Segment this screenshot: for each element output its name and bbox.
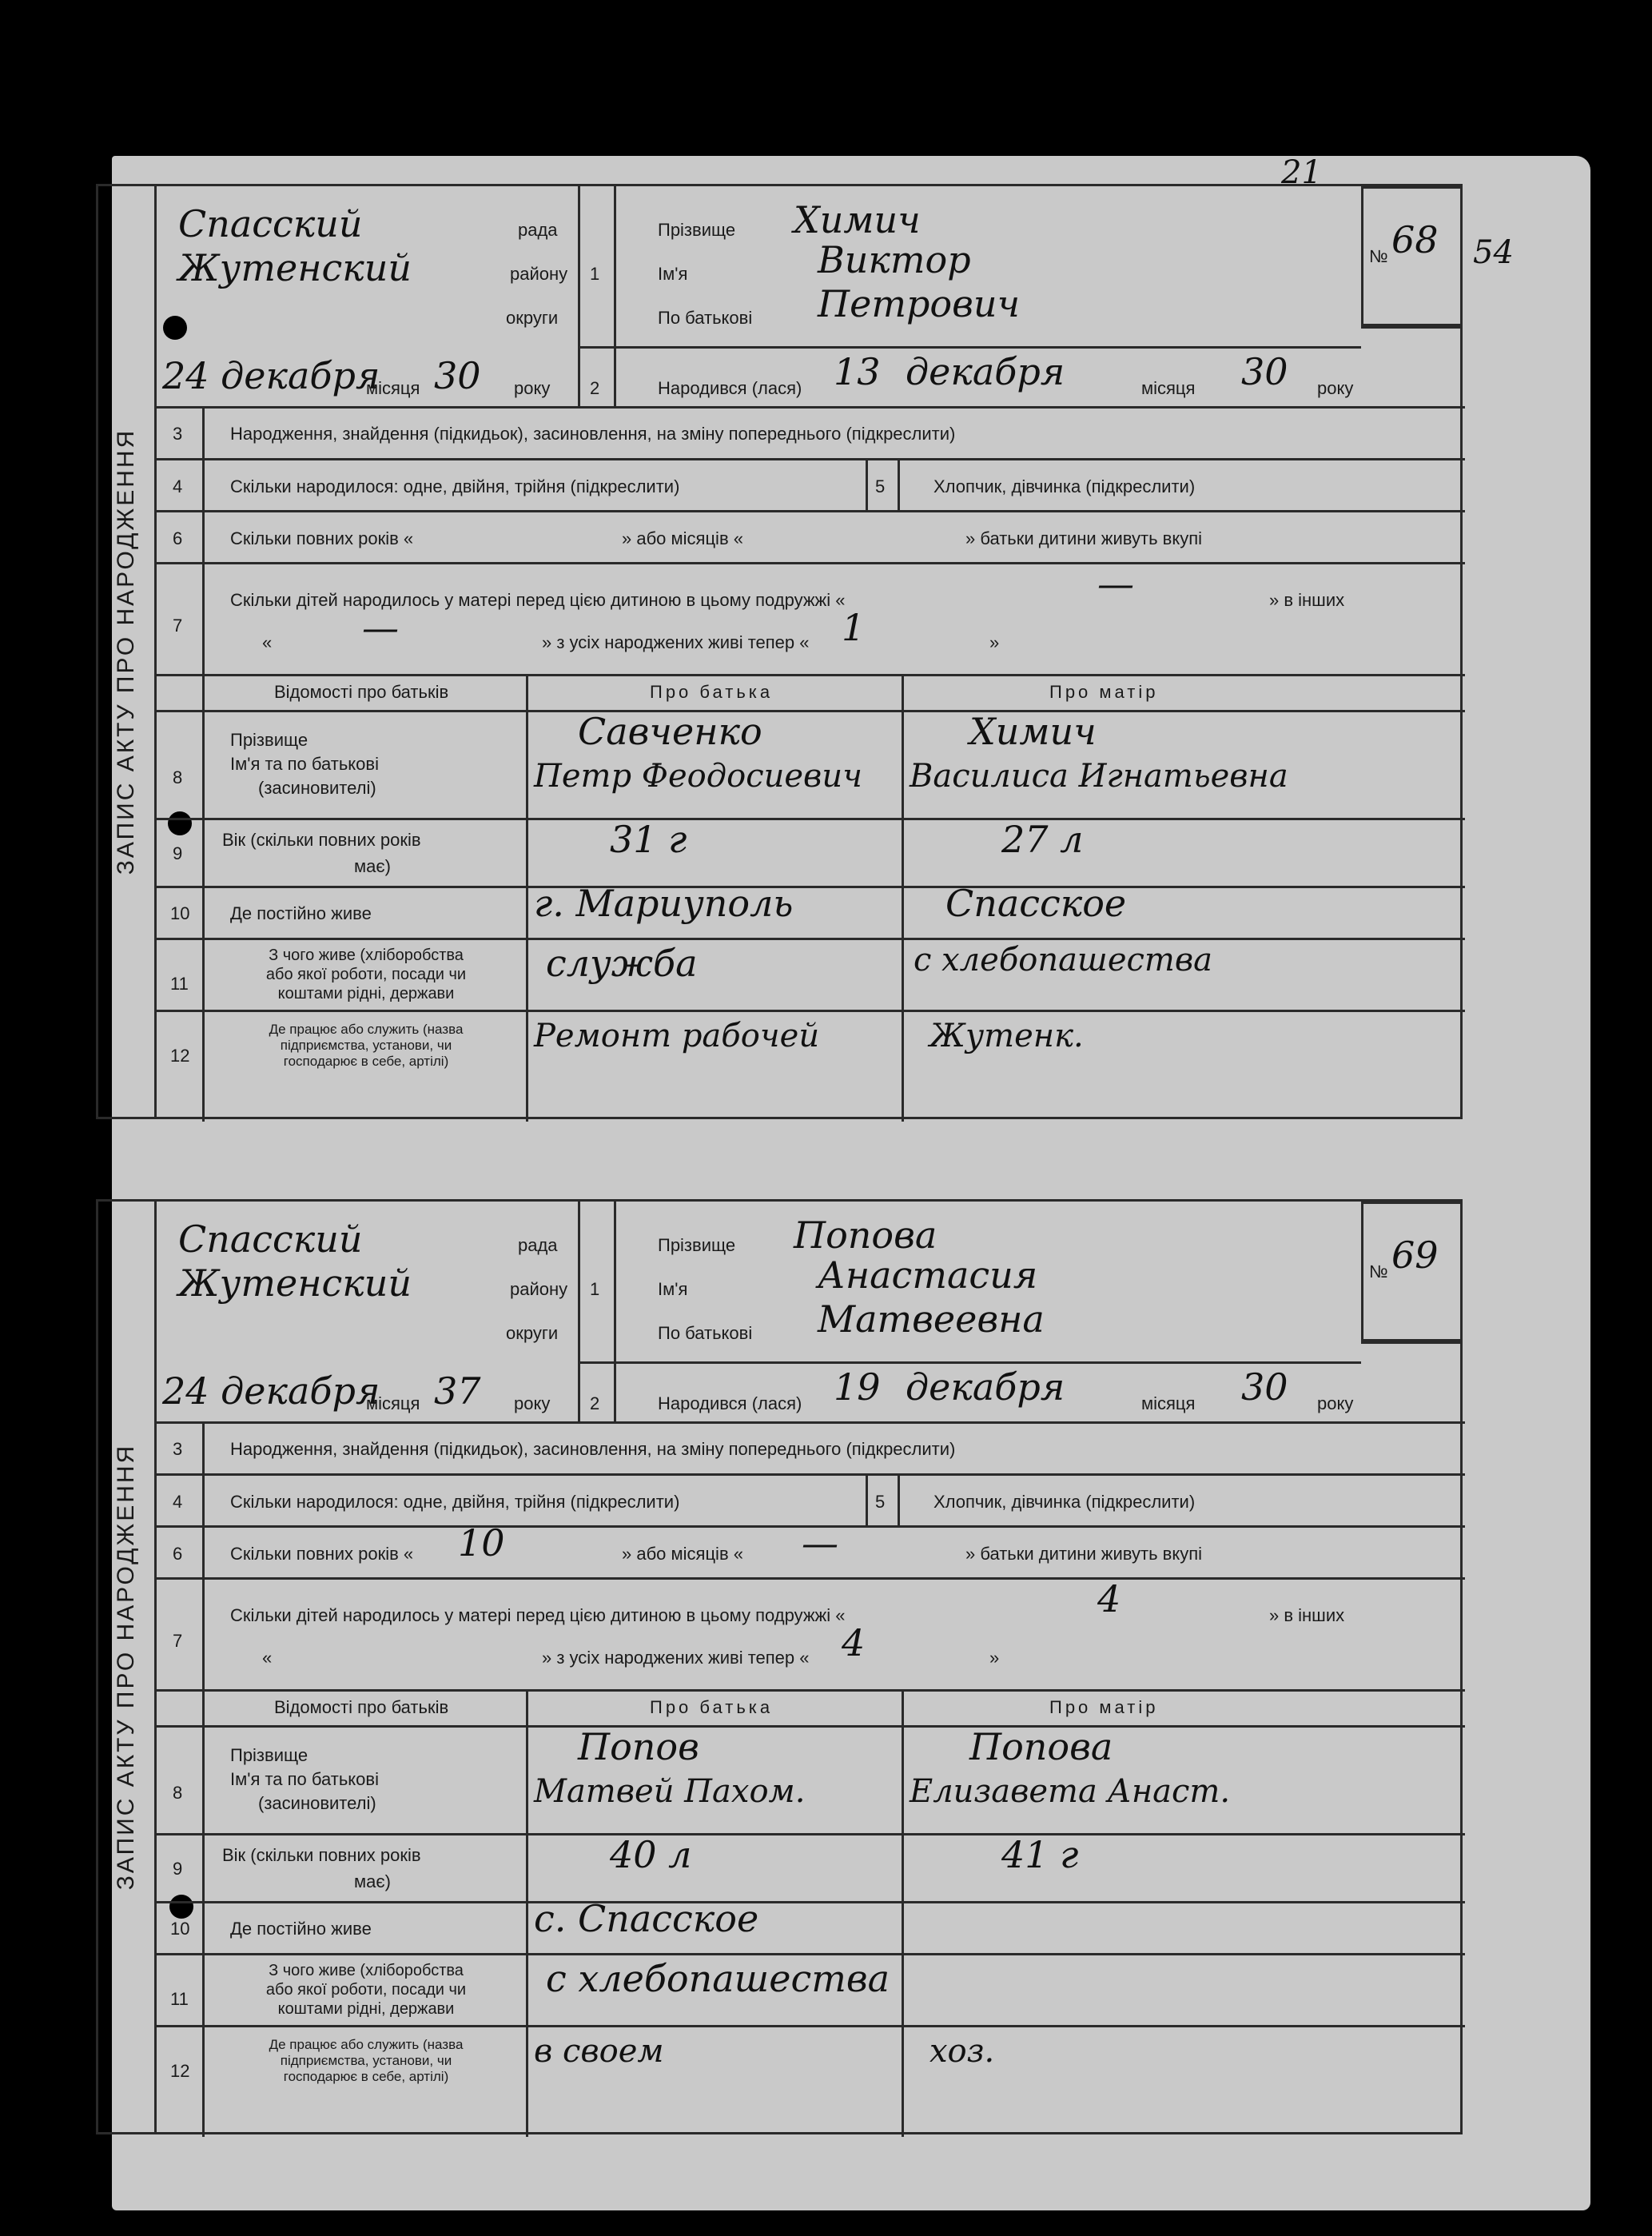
patronymic-label: По батькові: [658, 1323, 753, 1343]
row-number: 7: [173, 1631, 183, 1651]
r12-label-a: Де працює або служить (назва: [269, 1022, 464, 1037]
mother-work: хоз.: [929, 2033, 995, 2070]
raion-value: Жутенский: [178, 1261, 412, 1305]
r11-label-a: З чого живе (хліборобства: [269, 947, 464, 964]
row7-text-b: » в інших: [1269, 590, 1345, 610]
column-header-info: Відомості про батьків: [274, 1697, 449, 1717]
row6-text-a: Скільки повних років «: [230, 528, 414, 548]
row7-text-a: Скільки дітей народилось у матері перед цією дитиною в цьому подружжі «: [230, 590, 846, 610]
registration-date: 24 декабря: [162, 354, 380, 397]
father-name: Петр Феодосиевич: [534, 758, 862, 795]
record-number: 68: [1391, 218, 1439, 261]
father-age: 31 г: [610, 818, 687, 861]
children-other: —: [362, 606, 399, 649]
side-title-text: ЗАПИС АКТУ ПРО НАРОДЖЕННЯ: [113, 1443, 139, 1891]
r11-label-b: або якої роботи, посади чи: [265, 966, 467, 983]
row4-text: Скільки народилося: одне, двійня, трійня (підкреслити): [230, 1492, 680, 1512]
mother-surname: Попова: [969, 1725, 1113, 1768]
row-number: 10: [170, 1919, 190, 1939]
raion-value: Жутенский: [178, 246, 412, 289]
registration-date: 24 декабря: [162, 1369, 380, 1413]
row-number: 9: [173, 843, 183, 863]
father-income: служба: [546, 942, 698, 985]
children-alive: 4: [842, 1621, 866, 1664]
row-number: 4: [173, 1492, 183, 1512]
side-title: [98, 1202, 157, 2132]
row7-text-c: «: [262, 1648, 273, 1668]
name-value: Анастасия: [818, 1254, 1038, 1297]
months-together: —: [802, 1521, 838, 1564]
father-age: 40 л: [610, 1833, 692, 1876]
r8-label-a: Прізвище: [230, 730, 309, 750]
row7-text-e: »: [989, 632, 1000, 652]
r8-label-c: (засиновителі): [258, 778, 376, 798]
r8-label-b: Ім'я та по батькові: [230, 1769, 379, 1789]
row-number: 2: [590, 1393, 600, 1413]
r12-label-b: підприємства, установи, чи: [280, 1038, 452, 1053]
father-work: в своем: [534, 2033, 664, 2070]
r8-label-c: (засиновителі): [258, 1793, 376, 1813]
row-number: 5: [875, 1492, 886, 1512]
birth-record-1: [96, 1199, 1463, 2134]
year-label: року: [514, 1393, 551, 1413]
side-title: [98, 186, 157, 1117]
row-number: 11: [170, 1989, 189, 2009]
number-sign: №: [1369, 1261, 1388, 1281]
r12-label-b: підприємства, установи, чи: [280, 2053, 452, 2068]
row6-text-a: Скільки повних років «: [230, 1544, 414, 1564]
patronymic-label: По батькові: [658, 308, 753, 328]
father-income: с хлебопашества: [546, 1957, 890, 2000]
corner-note: 21: [1281, 154, 1322, 191]
column-header-father: Про батька: [650, 1697, 774, 1717]
row7-text-a: Скільки дітей народилось у матері перед цією дитиною в цьому подружжі «: [230, 1605, 846, 1625]
mother-name: Елизавета Анаст.: [910, 1773, 1231, 1810]
children-before: —: [1097, 562, 1134, 605]
r11-label-c: коштами рідні, держави: [277, 2000, 455, 2018]
month-label: місяця: [366, 378, 420, 398]
month-label: місяця: [366, 1393, 420, 1413]
years-together: 10: [458, 1521, 505, 1564]
row-number: 8: [173, 1783, 183, 1803]
father-surname: Попов: [578, 1725, 699, 1768]
r9-label-a: Вік (скільки повних років: [222, 830, 421, 850]
mother-residence: Спасское: [945, 882, 1127, 925]
row-number: 3: [173, 424, 183, 444]
row-number: 11: [170, 974, 189, 994]
registration-year: 30: [434, 354, 481, 397]
row7-text-e: »: [989, 1648, 1000, 1668]
row5-text: Хлопчик, дівчинка (підкреслити): [933, 476, 1196, 496]
name-value: Виктор: [818, 238, 971, 281]
row-number: 3: [173, 1439, 183, 1459]
year-label: року: [1317, 1393, 1354, 1413]
raion-label: району: [510, 264, 568, 284]
father-residence: с. Спасское: [534, 1897, 759, 1940]
r9-label-b: має): [354, 856, 391, 876]
record-number: 69: [1391, 1234, 1439, 1277]
row5-text: Хлопчик, дівчинка (підкреслити): [933, 1492, 1196, 1512]
row-number: 12: [170, 1046, 190, 1066]
birth-record-0: [96, 154, 1514, 1119]
rada-value: Спасский: [178, 202, 363, 245]
birth-day: 19: [834, 1365, 881, 1409]
r11-label: [210, 1961, 522, 2019]
birth-month: декабря: [906, 350, 1065, 393]
surname-label: Прізвище: [658, 220, 736, 240]
row-number: 4: [173, 476, 183, 496]
number-sign: №: [1369, 246, 1388, 266]
column-header-father: Про батька: [650, 682, 774, 702]
okrug-label: округи: [506, 1323, 559, 1343]
r12-label-a: Де працює або служить (назва: [269, 2037, 464, 2052]
row-number: 10: [170, 903, 190, 923]
mother-work: Жутенк.: [929, 1018, 1084, 1054]
row3-text: Народження, знайдення (підкидьок), засиновлення, на зміну попереднього (підкреслити): [230, 1439, 956, 1459]
r11-label-c: коштами рідні, держави: [277, 985, 455, 1002]
row-number: 9: [173, 1859, 183, 1879]
raion-label: району: [510, 1279, 568, 1299]
mother-age: 41 г: [1001, 1833, 1079, 1876]
row7-text-d: » з усіх народжених живі тепер «: [542, 632, 810, 652]
column-header-info: Відомості про батьків: [274, 682, 449, 702]
row6-text-b: » або місяців «: [622, 528, 743, 548]
r12-label-c: господарює в себе, артілі): [283, 2069, 449, 2084]
row7-text-d: » з усіх народжених живі тепер «: [542, 1648, 810, 1668]
birth-month: декабря: [906, 1365, 1065, 1409]
r10-label: Де постійно живе: [230, 1919, 372, 1939]
r12-label-c: господарює в себе, артілі): [283, 1054, 449, 1069]
year-label: року: [1317, 378, 1354, 398]
patronymic-value: Матвеевна: [818, 1297, 1045, 1341]
margin-note: 54: [1473, 234, 1514, 271]
r9-label-a: Вік (скільки повних років: [222, 1845, 421, 1865]
r12-label: [210, 1022, 522, 1070]
month-label: місяця: [1141, 1393, 1196, 1413]
father-surname: Савченко: [578, 710, 762, 753]
column-header-mother: Про матір: [1049, 1697, 1159, 1717]
column-header-mother: Про матір: [1049, 682, 1159, 702]
patronymic-value: Петрович: [818, 282, 1021, 325]
row-number: 7: [173, 616, 183, 636]
mother-surname: Химич: [969, 710, 1097, 753]
year-label: року: [514, 378, 551, 398]
rada-label: рада: [518, 220, 558, 240]
r11-label: [210, 946, 522, 1003]
r8-label-b: Ім'я та по батькові: [230, 754, 379, 774]
r11-label-a: З чого живе (хліборобства: [269, 1962, 464, 1979]
name-label: Ім'я: [658, 1279, 688, 1299]
row6-text-c: » батьки дитини живуть вкупі: [965, 528, 1203, 548]
row-number: 6: [173, 1544, 183, 1564]
name-label: Ім'я: [658, 264, 688, 284]
rada-value: Спасский: [178, 1218, 363, 1261]
row-number: 5: [875, 476, 886, 496]
row7-text-c: «: [262, 632, 273, 652]
mother-income: с хлебопашества: [914, 942, 1212, 978]
r8-label-a: Прізвище: [230, 1745, 309, 1765]
row-number: 6: [173, 528, 183, 548]
children-alive: 1: [842, 606, 866, 649]
row6-text-c: » батьки дитини живуть вкупі: [965, 1544, 1203, 1564]
r12-label: [210, 2037, 522, 2085]
father-name: Матвей Пахом.: [534, 1773, 806, 1810]
r9-label-b: має): [354, 1871, 391, 1891]
father-work: Ремонт рабочей: [534, 1018, 820, 1054]
row-number: 8: [173, 767, 183, 787]
birth-day: 13: [834, 350, 881, 393]
birth-year: 30: [1241, 350, 1288, 393]
row3-text: Народження, знайдення (підкидьок), засиновлення, на зміну попереднього (підкреслити): [230, 424, 956, 444]
registration-year: 37: [434, 1369, 481, 1413]
r10-label: Де постійно живе: [230, 903, 372, 923]
okrug-label: округи: [506, 308, 559, 328]
mother-name: Василиса Игнатьевна: [910, 758, 1288, 795]
row6-text-b: » або місяців «: [622, 1544, 743, 1564]
side-title-text: ЗАПИС АКТУ ПРО НАРОДЖЕННЯ: [113, 428, 139, 875]
rada-label: рада: [518, 1235, 558, 1255]
surname-label: Прізвище: [658, 1235, 736, 1255]
row4-text: Скільки народилося: одне, двійня, трійня (підкреслити): [230, 476, 680, 496]
r11-label-b: або якої роботи, посади чи: [265, 1981, 467, 1999]
month-label: місяця: [1141, 378, 1196, 398]
children-before: 4: [1097, 1577, 1121, 1620]
born-label: Народився (лася): [658, 1393, 802, 1413]
row-number: 2: [590, 378, 600, 398]
row7-text-b: » в інших: [1269, 1605, 1345, 1625]
birth-year: 30: [1241, 1365, 1288, 1409]
row-number: 12: [170, 2061, 190, 2081]
born-label: Народився (лася): [658, 378, 802, 398]
row-number: 1: [590, 1279, 600, 1299]
surname-value: Попова: [794, 1214, 937, 1257]
surname-value: Химич: [794, 198, 921, 241]
row-number: 1: [590, 264, 600, 284]
father-residence: г. Мариуполь: [534, 882, 794, 925]
mother-age: 27 л: [1001, 818, 1084, 861]
